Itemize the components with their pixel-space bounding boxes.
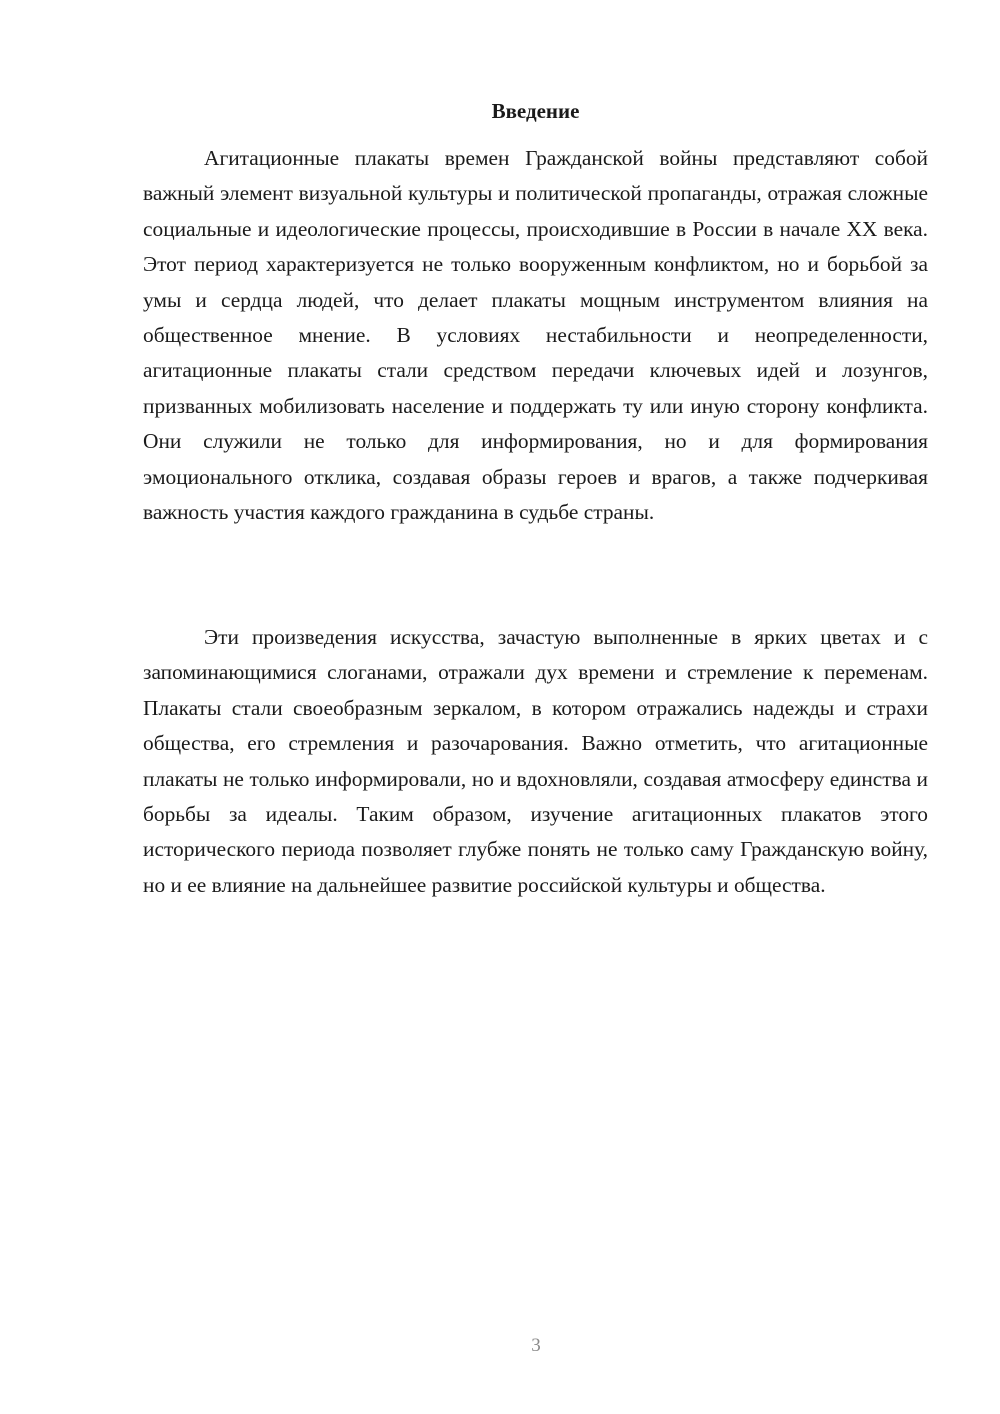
section-heading: Введение: [491, 99, 580, 123]
page-number: 3: [531, 1335, 541, 1356]
paragraph-1: Агитационные плакаты времен Гражданской войны представляют собой важный элемент визуальной культуры и политической пропаганды, отражая сложные социальные и идеологические процессы, происходившие в России в начале XX века. Этот период характеризуется не только вооруженным конфликтом, но и борьбой за умы и сердца людей, что делает плакаты мощным инструментом влияния на общественное мнение. В условиях нестабильности и неопределенности, агитационные плакаты стали средством передачи ключевых идей и лозунгов, призванных мобилизовать население и поддержать ту или иную сторону конфликта. Они служили не только для информирования, но и для формирования эмоционального отклика, создавая образы героев и врагов, а также подчеркивая важность участия каждого гражданина в судьбе страны.: [143, 146, 928, 525]
paragraph-2: Эти произведения искусства, зачастую выполненные в ярких цветах и с запоминающимися слоганами, отражали дух времени и стремление к переменам. Плакаты стали своеобразным зеркалом, в котором отражались надежды и страхи общества, его стремления и разочарования. Важно отметить, что агитационные плакаты не только информировали, но и вдохновляли, создавая атмосферу единства и борьбы за идеалы. Таким образом, изучение агитационных плакатов этого исторического периода позволяет глубже понять не только саму Гражданскую войну, но и ее влияние на дальнейшее развитие российской культуры и общества.: [143, 625, 928, 897]
